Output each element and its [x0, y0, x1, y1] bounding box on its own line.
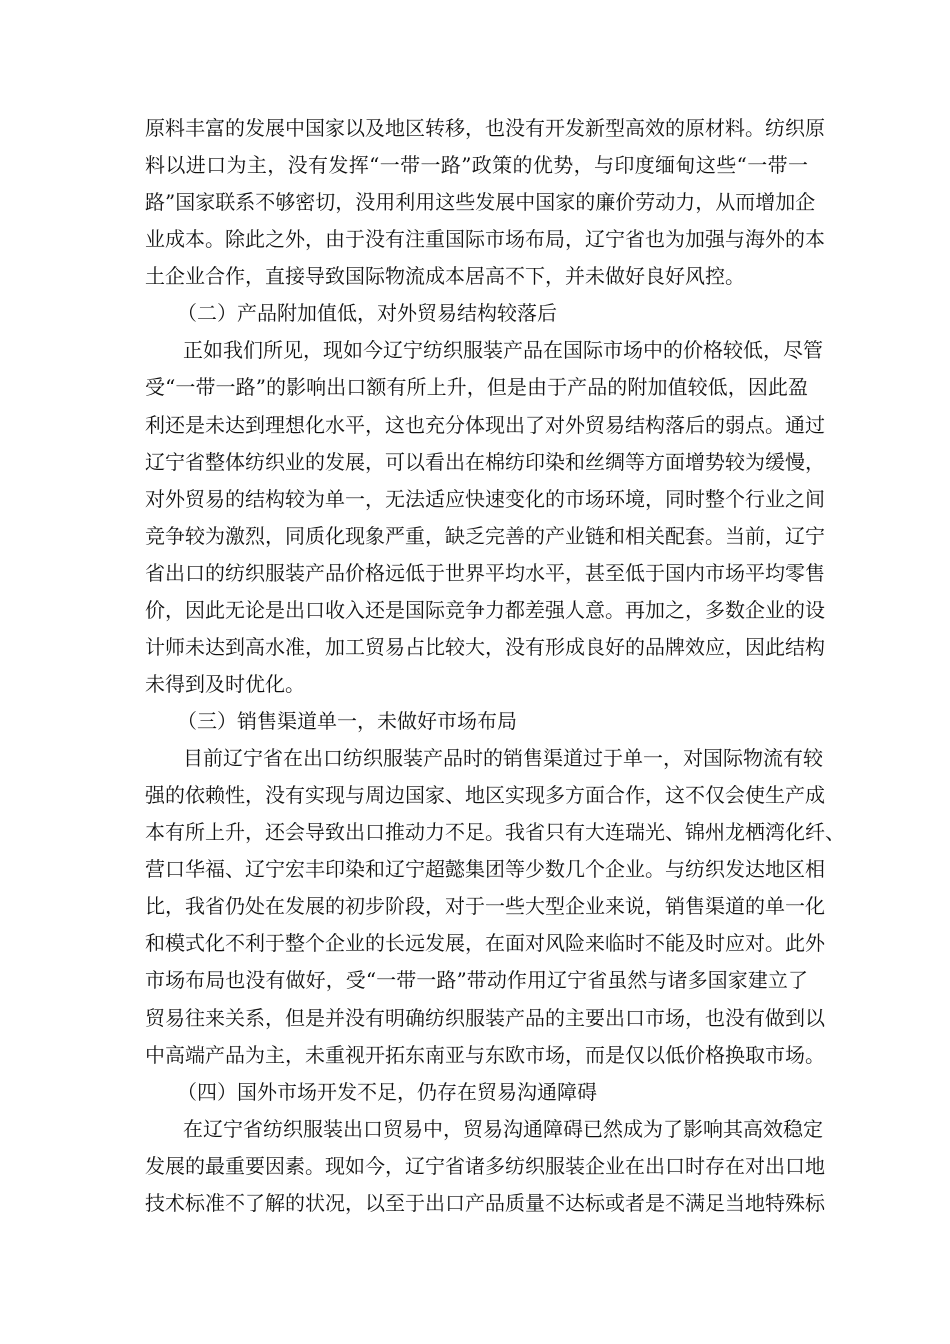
text-line: 目前辽宁省在出口纺织服装产品时的销售渠道过于单一，对国际物流有较: [183, 746, 823, 771]
section-heading: （三）销售渠道单一，未做好市场布局: [177, 709, 517, 733]
text-line: 市场布局也没有做好，受“一带一路”带动作用辽宁省虽然与诸多国家建立了: [145, 968, 808, 993]
text-line: 受“一带一路”的影响出口额有所上升，但是由于产品的附加值较低，因此盈: [145, 375, 808, 400]
text-line: 强的依赖性，没有实现与周边国家、地区实现多方面合作，这不仅会使生产成: [145, 783, 825, 808]
text-line: 贸易往来关系，但是并没有明确纺织服装产品的主要出口市场，也没有做到以: [145, 1005, 825, 1030]
text-line: 本有所上升，还会导致出口推动力不足。我省只有大连瑞光、锦州龙栖湾化纤、: [145, 820, 845, 845]
document-page: [145, 110, 845, 1222]
text-line: 价，因此无论是出口收入还是国际竞争力都差强人意。再加之，多数企业的设: [145, 597, 825, 622]
section-heading: （四）国外市场开发不足，仍存在贸易沟通障碍: [177, 1079, 597, 1104]
text-line: 中高端产品为主，未重视开拓东南亚与东欧市场，而是仅以低价格换取市场。: [145, 1042, 825, 1067]
text-line: 路”国家联系不够密切，没用利用这些发展中国家的廉价劳动力，从而增加企: [145, 190, 816, 215]
text-line: 利还是未达到理想化水平，这也充分体现出了对外贸易结构落后的弱点。通过: [145, 412, 825, 437]
text-line: 对外贸易的结构较为单一，无法适应快速变化的市场环境，同时整个行业之间: [145, 486, 825, 511]
text-line: 土企业合作，直接导致国际物流成本居高不下，并未做好良好风控。: [145, 264, 745, 289]
text-line: 在辽宁省纺织服装出口贸易中，贸易沟通障碍已然成为了影响其高效稳定: [183, 1116, 823, 1141]
text-line: 省出口的纺织服装产品价格远低于世界平均水平，甚至低于国内市场平均零售: [145, 560, 825, 585]
text-line: 业成本。除此之外，由于没有注重国际市场布局，辽宁省也为加强与海外的本: [145, 227, 825, 252]
text-line: 料以进口为主，没有发挥“一带一路”政策的优势，与印度缅甸这些“一带一: [145, 153, 808, 178]
section-heading: （二）产品附加值低，对外贸易结构较落后: [177, 301, 557, 326]
text-line: 发展的最重要因素。现如今，辽宁省诸多纺织服装企业在出口时存在对出口地: [145, 1153, 825, 1178]
text-line: 竞争较为激烈，同质化现象严重，缺乏完善的产业链和相关配套。当前，辽宁: [145, 523, 825, 548]
text-line: 正如我们所见，现如今辽宁纺织服装产品在国际市场中的价格较低，尽管: [183, 338, 823, 363]
text-line: 营口华福、辽宁宏丰印染和辽宁超懿集团等少数几个企业。与纺织发达地区相: [145, 857, 825, 882]
text-line: 和模式化不利于整个企业的长远发展，在面对风险来临时不能及时应对。此外: [145, 931, 825, 956]
text-line: 比，我省仍处在发展的初步阶段，对于一些大型企业来说，销售渠道的单一化: [145, 894, 825, 919]
text-line: 未得到及时优化。: [145, 671, 305, 696]
text-line: 技术标准不了解的状况，以至于出口产品质量不达标或者是不满足当地特殊标: [145, 1190, 825, 1215]
text-line: 辽宁省整体纺织业的发展，可以看出在棉纺印染和丝绸等方面增势较为缓慢，: [145, 449, 825, 474]
text-line: 计师未达到高水准，加工贸易占比较大，没有形成良好的品牌效应，因此结构: [145, 634, 825, 659]
text-line: 原料丰富的发展中国家以及地区转移，也没有开发新型高效的原材料。纺织原: [145, 116, 825, 140]
